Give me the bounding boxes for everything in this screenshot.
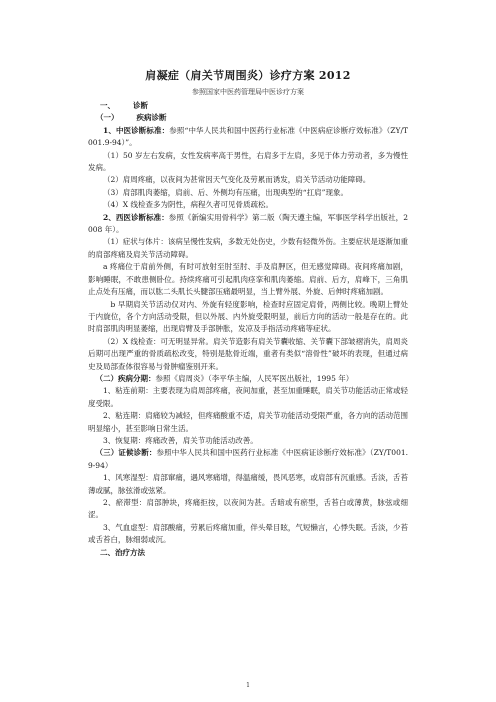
section-heading-treatment: 二、治疗方法 bbox=[100, 547, 145, 557]
western-criteria-item: （2）X 线检查：可无明显异常。肩关节造影有肩关节囊收缩、关节囊下部皱褶消失，肩周炎后期可出现严重的骨质疏松改变，特别是肱骨近端，重者有类似“溶骨性”破坏的表现，但通过病史及局部查体很容易与骨肿瘤鉴别开来。 bbox=[88, 336, 408, 371]
syndrome-item: 2、瘀滞型：肩部肿块，疼痛拒按，以夜间为甚。舌暗或有瘀型，舌苔白或薄黄，脉弦或细涩。 bbox=[88, 498, 408, 520]
western-criteria-item: （1）症状与体片：该病呈慢性发病，多数无处伤史，少数有轻微外伤。主要症状是逐渐加重的肩部疼痛及肩关节活动障碍。 bbox=[88, 237, 408, 259]
document-body bbox=[88, 100, 408, 559]
western-criteria-item: b 早期肩关节活动仅对内、外旋有轻度影响，检查时应固定肩骨，两侧比较。晚期上臂处于内旋位，各个方向活动受限，但以外展、内外旋受限明显，前后方向的活动一般是存在的。此时肩部肌肉明显萎缩，出现肩臂及手部肿胀，发凉及手指活动疼痛等症状。 bbox=[88, 299, 408, 334]
tcm-criteria-item: （1）50 岁左右发病，女性发病率高于男性，右肩多于左肩，多见于体力劳动者，多为慢性发病。 bbox=[88, 150, 408, 173]
western-criteria-paragraph: 2、西医诊断标准：参照《新编实用骨科学》第二版（陶天遵主编，军事医学科学出版社，2008 年）。 bbox=[88, 212, 408, 235]
tcm-criteria-item: （3）肩部肌肉萎缩，肩前、后、外侧均有压痛，出现典型的“扛肩”现象。 bbox=[103, 187, 348, 197]
page-subtitle: 参照国家中医药管理局中医诊疗方案 bbox=[192, 88, 304, 96]
section-heading-diagnosis: 一、 诊断 bbox=[100, 101, 148, 110]
syndrome-item: 1、风寒湿型：肩部窜痛，遇风寒痛增，得温痛缓，畏风恶寒，或肩部有沉重感。舌淡，舌苔薄或腻，脉弦滑或弦紧。 bbox=[88, 473, 408, 495]
western-criteria-item: a 疼痛位于肩前外侧，有时可放射至肘至肘、手及肩胛区，但无感觉障碍。夜间疼痛加剧，影响睡眠，不敢患侧卧位。持续疼痛可引起肌肉痉挛和肌肉萎缩。肩前、后方，肩峰下，三角肌止点处有压痛，而以肱二头肌长头腱部压痛最明显，当上臂外展、外旋、后伸时疼痛加剧。 bbox=[88, 262, 408, 297]
syndrome-item: 3、气血虚型：肩部酸痛，劳累后疼痛加重，伴头晕目眩，气短懒言，心悸失眠。舌淡，少苔或舌苔白，脉细弱或沉。 bbox=[88, 522, 408, 545]
subsection-heading-disease-diagnosis: （一） 疾病诊断 bbox=[96, 113, 167, 123]
subsection-heading-syndrome: （三）证候诊断：参照中华人民共和国中医药行业标准《中医病证诊断疗效标准》（ZY/T001.9-94） bbox=[88, 448, 409, 470]
stage-item: 3、恢复期：疼痛改善，肩关节功能活动改善。 bbox=[103, 435, 258, 445]
stage-item: 2、粘连期：肩痛较为减轻，但疼痛酸重不适，肩关节功能活动受限严重，各方向的活动范围明显缩小，甚至影响日常生活。 bbox=[88, 411, 408, 433]
tcm-criteria-paragraph: 1、中医诊断标准：参照“中华人民共和国中医药行业标准《中医病症诊断疗效标准》（ZY/T001.9-94）”。 bbox=[88, 125, 409, 148]
subsection-heading-staging: （二）疾病分期：参照《肩周炎》（李平华主编，人民军医出版社，1995 年） bbox=[95, 373, 354, 383]
page-number: 1 bbox=[246, 682, 250, 689]
tcm-criteria-item: （4）X 线检查多为阴性，病程久者可见骨质疏松。 bbox=[103, 200, 273, 210]
tcm-criteria-item: （2）肩周疼痛，以夜间为甚常因天气变化及劳累而诱发，肩关节活动功能障碍。 bbox=[103, 175, 371, 185]
stage-item: 1、粘连前期：主要表现为肩周部疼痛，夜间加重，甚至加重睡眠，肩关节功能活动正常或轻度受限。 bbox=[88, 386, 408, 408]
page-title: 肩凝症（肩关节周围炎）诊疗方案 2012 bbox=[145, 69, 351, 82]
